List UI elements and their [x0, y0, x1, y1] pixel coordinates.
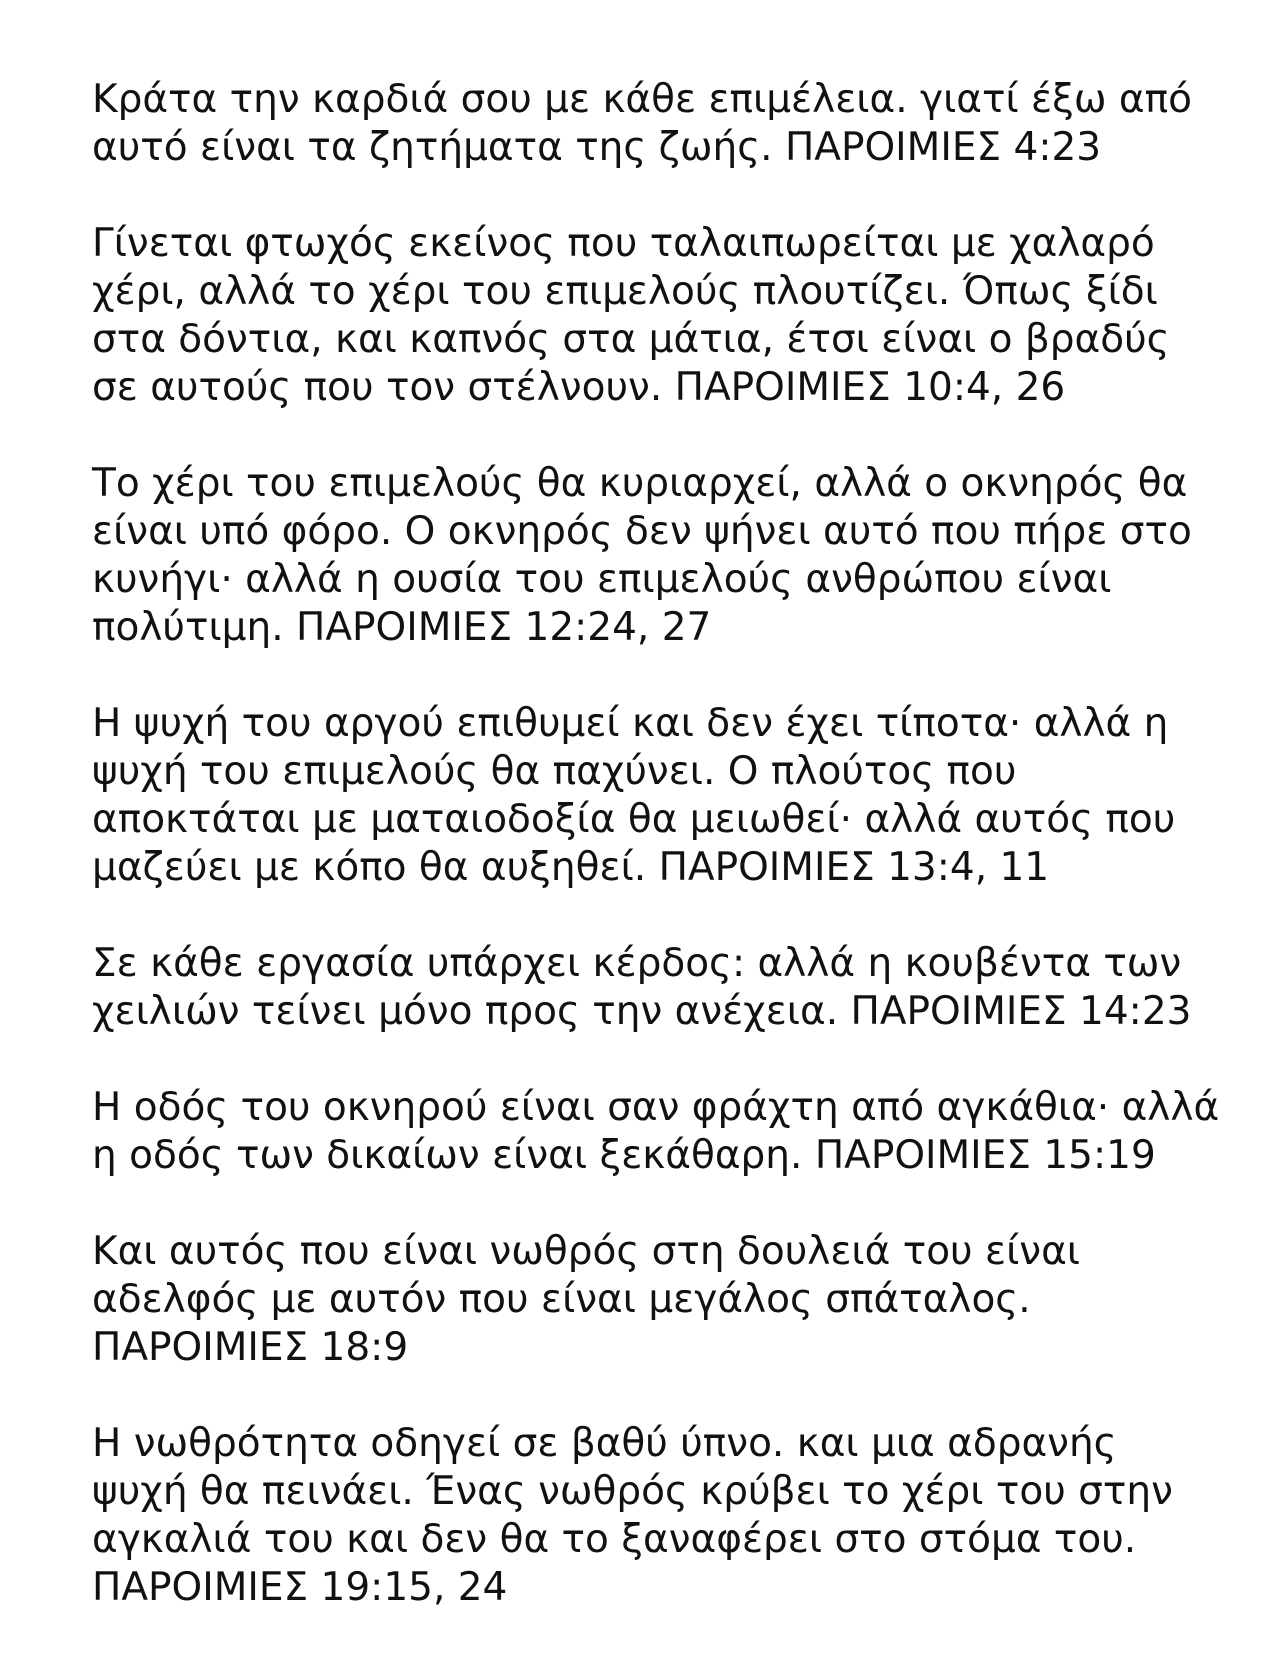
passage-text: Η οδός του οκνηρού είναι σαν φράχτη από αγκάθια· αλλά η οδός των δικαίων είναι ξεκάθαρη. ΠΑΡΟΙΜΙΕΣ 15:19 — [92, 1085, 1220, 1178]
passage-text: Η ψυχή του αργού επιθυμεί και δεν έχει τίποτα· αλλά η ψυχή του επιμελούς θα παχύνει. Ο πλούτος που αποκτάται με ματαιοδοξία θα μειωθεί· αλλά αυτός που μαζεύει με κόπο θα αυξηθεί. ΠΑΡΟΙΜΙΕΣ 13:4, 11 — [92, 701, 1176, 890]
passage-4 — [92, 700, 1222, 892]
passage-7 — [92, 1228, 1222, 1372]
passage-3 — [92, 460, 1222, 652]
passage-5 — [92, 940, 1222, 1036]
passage-text: Το χέρι του επιμελούς θα κυριαρχεί, αλλά ο οκνηρός θα είναι υπό φόρο. Ο οκνηρός δεν ψήνει αυτό που πήρε στο κυνήγι· αλλά η ουσία του επιμελούς ανθρώπου είναι πολύτιμη. ΠΑΡΟΙΜΙΕΣ 12:24, 27 — [92, 461, 1192, 650]
document-page — [92, 76, 1222, 1660]
passage-2 — [92, 220, 1222, 412]
passage-1 — [92, 76, 1222, 172]
passage-text: Η νωθρότητα οδηγεί σε βαθύ ύπνο. και μια αδρανής ψυχή θα πεινάει. Ένας νωθρός κρύβει το χέρι του στην αγκαλιά του και δεν θα το ξαναφέρει στο στόμα του. ΠΑΡΟΙΜΙΕΣ 19:15, 24 — [92, 1421, 1173, 1610]
passage-text: Κράτα την καρδιά σου με κάθε επιμέλεια. γιατί έξω από αυτό είναι τα ζητήματα της ζωής. ΠΑΡΟΙΜΙΕΣ 4:23 — [92, 77, 1192, 170]
passage-text: Και αυτός που είναι νωθρός στη δουλειά του είναι αδελφός με αυτόν που είναι μεγάλος σπάταλος. ΠΑΡΟΙΜΙΕΣ 18:9 — [92, 1229, 1080, 1370]
passage-text: Γίνεται φτωχός εκείνος που ταλαιπωρείται με χαλαρό χέρι, αλλά το χέρι του επιμελούς πλουτίζει. Όπως ξίδι στα δόντια, και καπνός στα μάτια, έτσι είναι ο βραδύς σε αυτούς που τον στέλνουν. ΠΑΡΟΙΜΙΕΣ 10:4, 26 — [92, 221, 1170, 410]
passage-text: Σε κάθε εργασία υπάρχει κέρδος: αλλά η κουβέντα των χειλιών τείνει μόνο προς την ανέχεια. ΠΑΡΟΙΜΙΕΣ 14:23 — [92, 941, 1192, 1034]
passage-6 — [92, 1084, 1222, 1180]
passage-8 — [92, 1420, 1222, 1612]
